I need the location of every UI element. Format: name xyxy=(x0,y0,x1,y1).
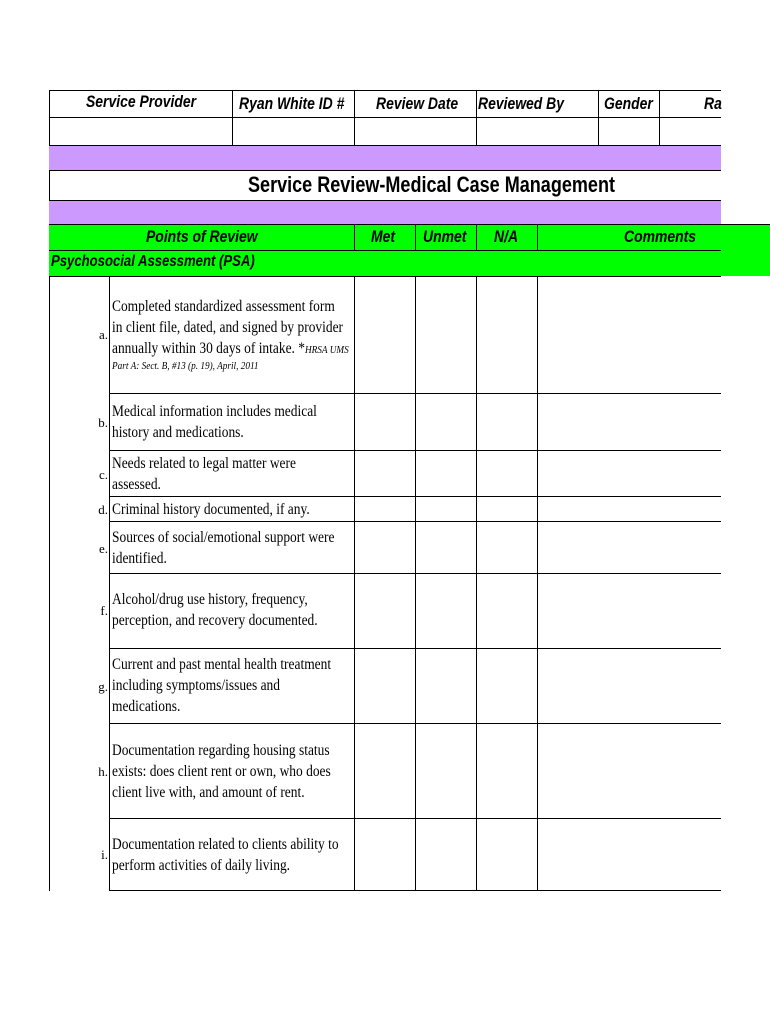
column-divider xyxy=(354,224,355,251)
row-text xyxy=(112,740,331,803)
row-line: client live with, and amount of rent. xyxy=(112,784,305,801)
column-divider xyxy=(354,276,355,891)
reference-note: Part A: Sect. B, #13 (p. 19), April, 2011 xyxy=(112,360,259,372)
row-text xyxy=(112,401,317,443)
row-line xyxy=(112,338,349,361)
header-reviewed-by: Reviewed By xyxy=(478,94,565,113)
row-line: identified. xyxy=(112,550,167,567)
column-divider xyxy=(415,276,416,891)
row-letter: g. xyxy=(98,679,108,694)
row-border xyxy=(109,818,721,819)
header-divider xyxy=(232,90,233,145)
row-line: exists: does client rent or own, who does xyxy=(112,763,331,780)
row-line: perception, and recovery documented. xyxy=(112,612,318,629)
column-unmet: Unmet xyxy=(423,227,467,246)
row-line: Criminal history documented, if any. xyxy=(112,501,310,518)
row-border xyxy=(109,496,721,497)
row-text xyxy=(112,499,310,520)
row-border xyxy=(109,648,721,649)
column-points-of-review: Points of Review xyxy=(146,227,258,246)
row-text xyxy=(112,834,339,876)
row-line: Completed standardized assessment form xyxy=(112,298,335,315)
header-divider xyxy=(49,90,50,145)
row-text xyxy=(112,654,331,717)
row-border xyxy=(109,890,721,891)
row-line: perform activities of daily living. xyxy=(112,857,291,874)
row-line: Needs related to legal matter were xyxy=(112,455,296,472)
row-letter: h. xyxy=(98,764,108,779)
column-met: Met xyxy=(371,227,396,246)
header-gender: Gender xyxy=(604,94,653,113)
header-top-border xyxy=(49,90,721,91)
row-letter: b. xyxy=(98,415,108,430)
column-na: N/A xyxy=(494,227,519,246)
header-divider xyxy=(659,90,660,145)
row-text xyxy=(112,296,349,361)
row-letter: e. xyxy=(98,541,108,556)
row-text xyxy=(112,589,318,631)
row-letter: f. xyxy=(100,603,108,618)
column-divider xyxy=(537,224,538,251)
column-divider xyxy=(476,276,477,891)
row-line: Documentation regarding housing status xyxy=(112,742,330,759)
header-divider xyxy=(354,90,355,145)
row-line: history and medications. xyxy=(112,424,244,441)
row-letter: d. xyxy=(98,502,108,517)
row-line: assessed. xyxy=(112,476,161,493)
section-border xyxy=(49,276,721,277)
header-ryan-white-id: Ryan White ID # xyxy=(239,94,345,113)
column-divider xyxy=(415,224,416,251)
row-line: Medical information includes medical xyxy=(112,403,317,420)
row-line: Documentation related to clients ability to xyxy=(112,836,339,853)
column-divider xyxy=(109,276,110,891)
row-line: including symptoms/issues and xyxy=(112,677,280,694)
row-line: medications. xyxy=(112,698,181,715)
purple-band xyxy=(49,145,721,171)
header-divider xyxy=(598,90,599,145)
purple-band xyxy=(49,200,721,225)
row-line: in client file, dated, and signed by provider xyxy=(112,319,344,336)
row-border xyxy=(109,450,721,451)
row-border xyxy=(109,723,721,724)
page-title: Service Review-Medical Case Management xyxy=(248,172,615,197)
row-text xyxy=(112,527,334,569)
row-line-text: annually within 30 days of intake. * xyxy=(112,340,305,357)
row-border xyxy=(109,521,721,522)
header-mid-border xyxy=(49,117,721,118)
header-review-date: Review Date xyxy=(376,94,459,113)
row-line: Alcohol/drug use history, frequency, xyxy=(112,591,308,608)
header-divider xyxy=(476,90,477,145)
table-left-border xyxy=(49,276,50,891)
column-divider xyxy=(476,224,477,251)
header-race: Ra xyxy=(704,94,722,113)
section-title: Psychosocial Assessment (PSA) xyxy=(51,253,255,270)
column-header-border xyxy=(49,250,721,251)
row-border xyxy=(109,393,721,394)
row-line: Current and past mental health treatment xyxy=(112,656,332,673)
row-line: Sources of social/emotional support were xyxy=(112,529,335,546)
column-divider xyxy=(537,276,538,891)
row-letter: a. xyxy=(98,327,108,342)
reference-note: HRSA UMS xyxy=(304,344,349,356)
header-service-provider: Service Provider xyxy=(86,92,197,111)
row-letter: c. xyxy=(98,467,108,482)
row-text xyxy=(112,453,296,495)
row-border xyxy=(109,573,721,574)
column-comments: Comments xyxy=(624,227,697,246)
row-letter: i. xyxy=(101,847,108,862)
